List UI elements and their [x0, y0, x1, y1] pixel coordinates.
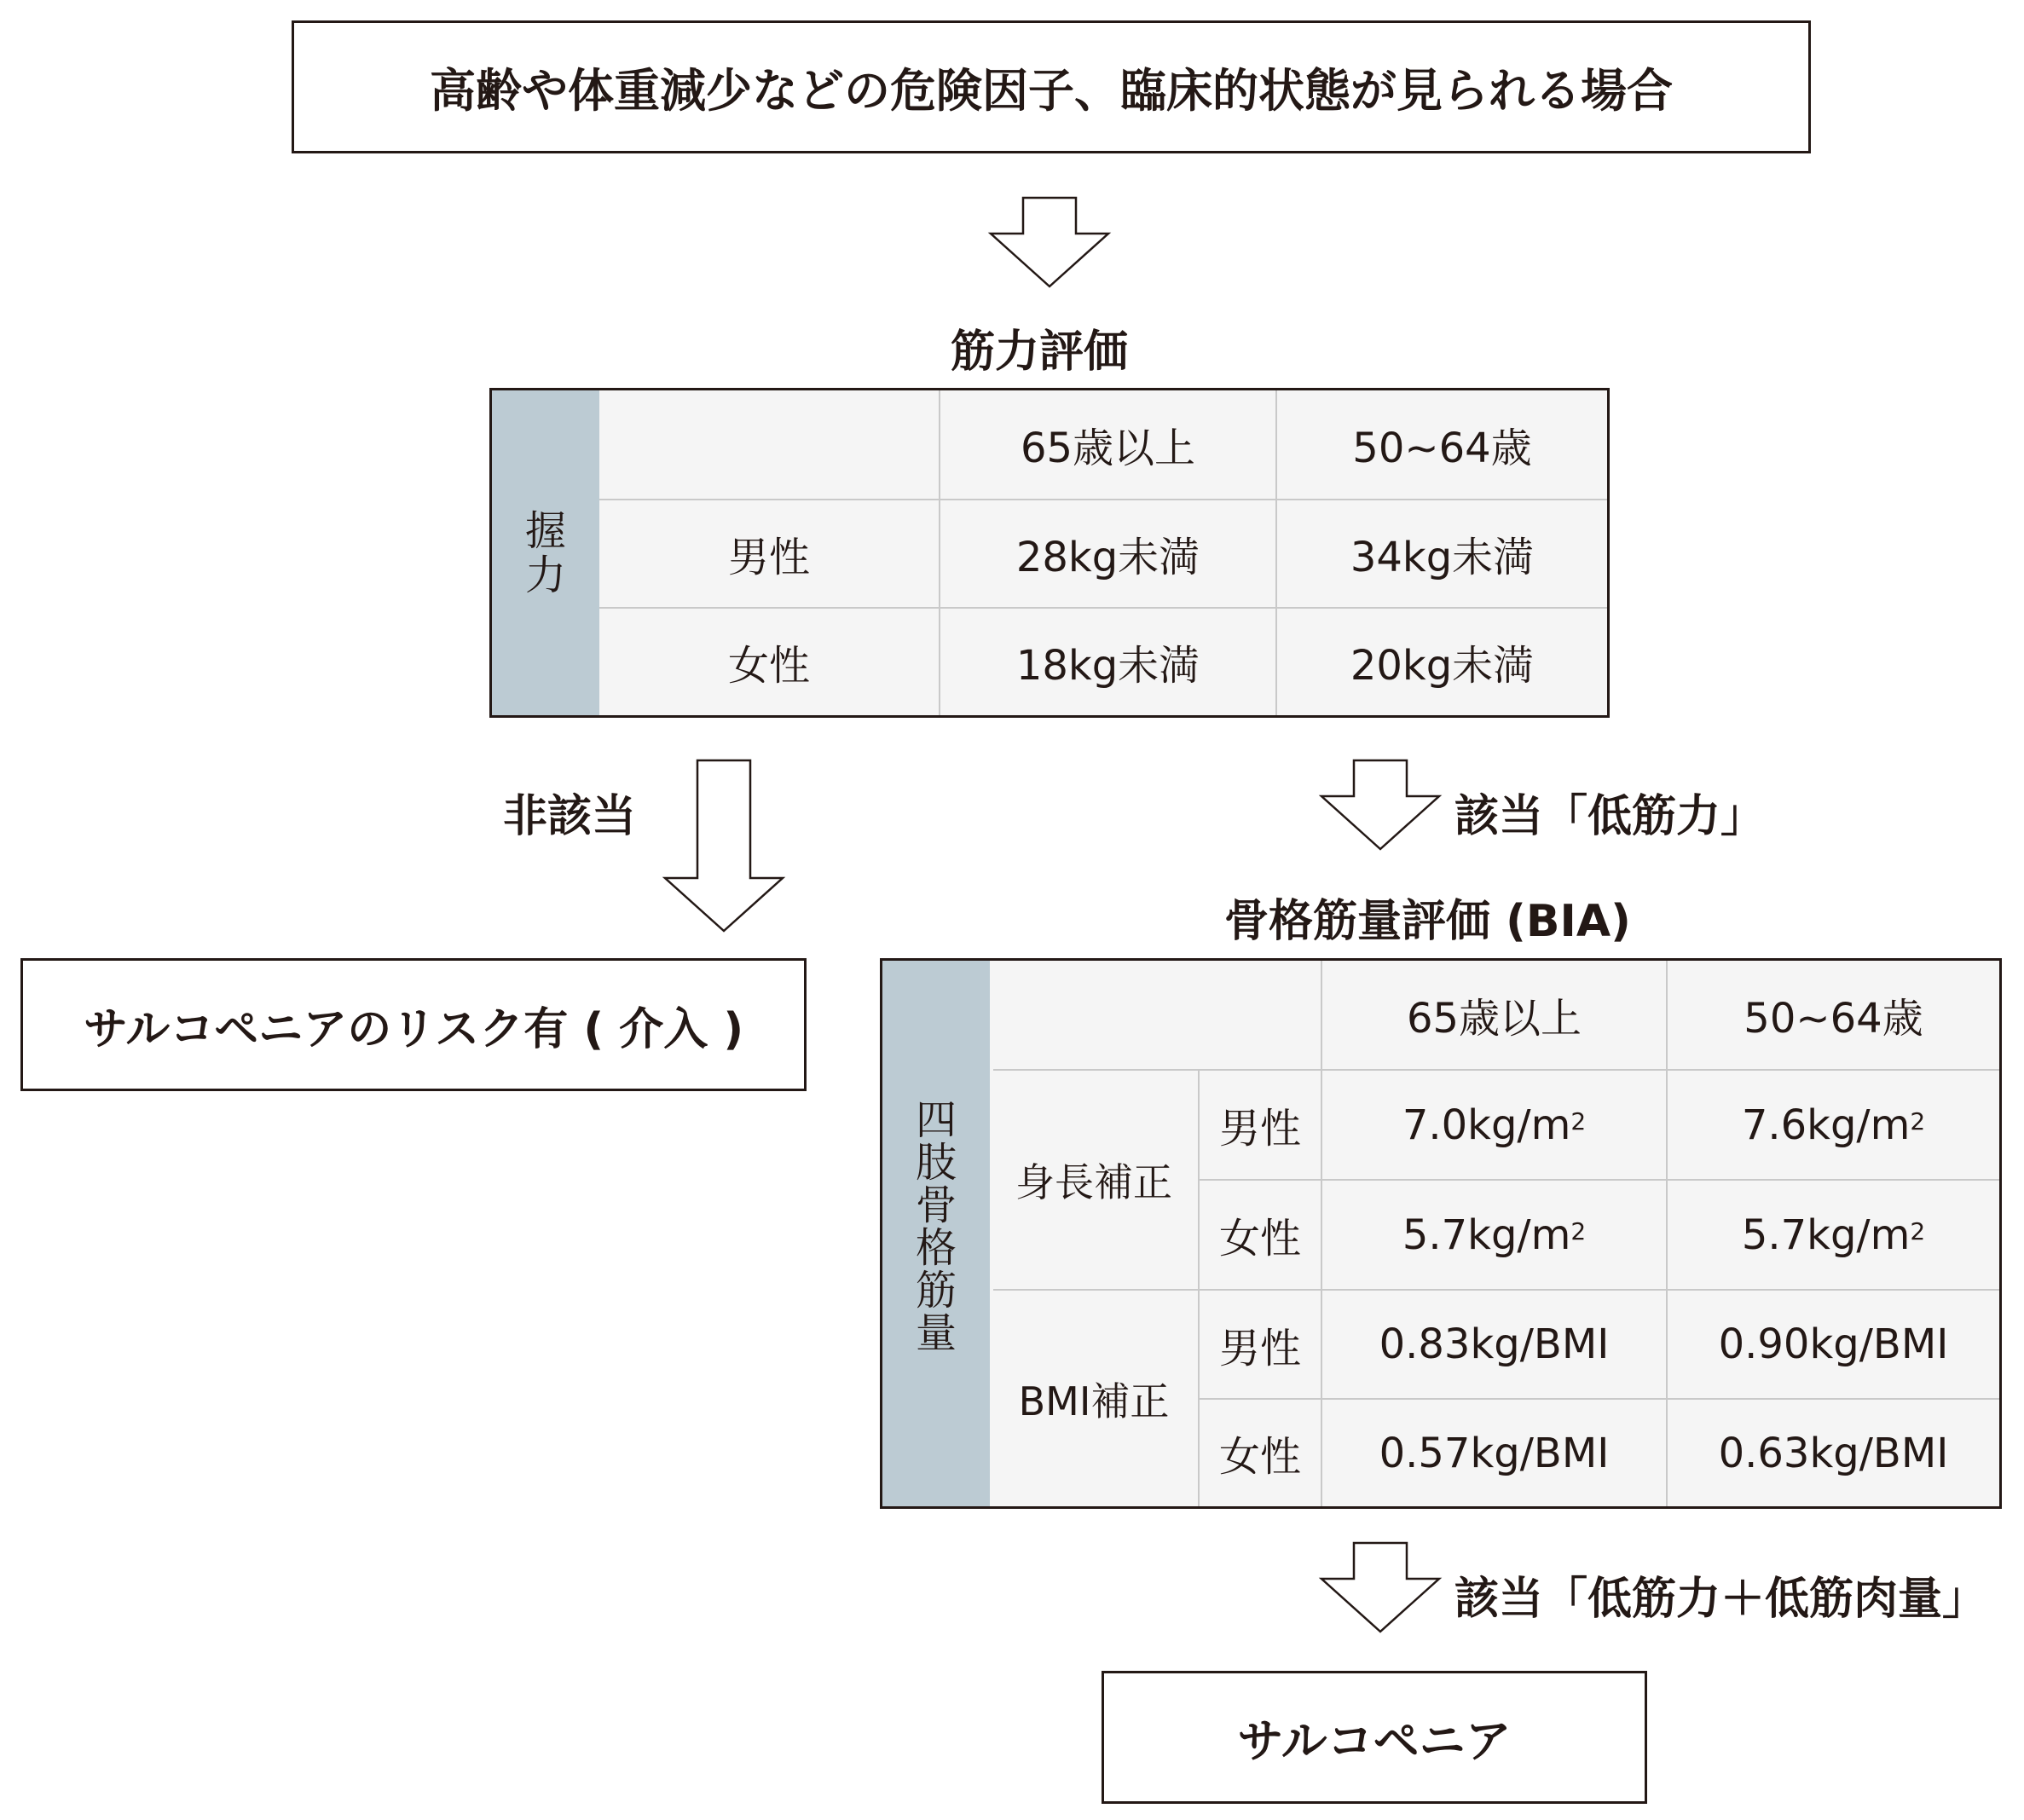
bia-value: 0.83kg/BMI: [1379, 1320, 1610, 1368]
applicable-low-strength-label: 該当「低筋力」: [1454, 791, 1766, 842]
grip-header-50-64: 50~64歳: [1352, 425, 1532, 472]
down-arrow-icon: [662, 759, 786, 934]
grip-side-label: 握 力: [492, 390, 599, 715]
grip-value: 28kg未満: [1015, 534, 1200, 581]
down-arrow-icon: [987, 196, 1112, 290]
bia-sex-label: 女性: [1218, 1433, 1301, 1481]
applicable-low-strength-mass-label: 該当「低筋力＋低筋肉量」: [1454, 1574, 1987, 1625]
bia-header-65plus: 65歳以上: [1406, 995, 1582, 1043]
sarcopenia-text: サルコペニア: [1237, 1713, 1512, 1768]
not-applicable-label: 非該当: [503, 791, 637, 842]
grip-strength-title: 筋力評価: [951, 326, 1129, 378]
grip-header-65plus: 65歳以上: [1020, 425, 1196, 472]
down-arrow-icon: [1318, 759, 1443, 852]
bia-header-50-64: 50~64歳: [1744, 995, 1923, 1043]
bia-value: 5.7kg/m $^2$: [1741, 1210, 1926, 1259]
bia-value: 0.57kg/BMI: [1379, 1429, 1610, 1477]
risk-factor-text: 高齢や体重減少などの危険因子、臨床的状態が見られる場合: [430, 63, 1673, 118]
muscle-mass-table: [880, 958, 2002, 1509]
grip-value: 20kg未満: [1350, 642, 1535, 690]
bia-value: 0.90kg/BMI: [1718, 1320, 1949, 1368]
bia-value: 7.0kg/m $^2$: [1402, 1101, 1587, 1149]
risk-factor-box: [292, 20, 1811, 153]
muscle-mass-title: 骨格筋量評価 (BIA): [1224, 896, 1631, 947]
bmi-correction-label: BMI補正: [1018, 1378, 1170, 1424]
bia-value: 0.63kg/BMI: [1718, 1429, 1949, 1477]
sarcopenia-risk-box: [20, 958, 807, 1091]
grip-row-label-female: 女性: [727, 642, 810, 690]
bia-value: 7.6kg/m $^2$: [1741, 1101, 1926, 1149]
grip-row-label-male: 男性: [727, 534, 810, 581]
bia-sex-label: 男性: [1218, 1105, 1301, 1153]
bia-sex-label: 男性: [1218, 1324, 1301, 1372]
height-correction-label: 身長補正: [1015, 1159, 1172, 1205]
bia-value: 5.7kg/m $^2$: [1402, 1210, 1587, 1259]
grip-value: 34kg未満: [1350, 534, 1535, 581]
grip-strength-table: [489, 388, 1610, 718]
grip-value: 18kg未満: [1015, 642, 1200, 690]
sarcopenia-risk-text: サルコペニアのリスク有 ( 介入 ): [83, 1003, 744, 1055]
sarcopenia-box: [1102, 1671, 1647, 1804]
bia-sex-label: 女性: [1218, 1215, 1301, 1262]
bia-side-label: 四 肢 骨 格 筋 量: [882, 961, 990, 1506]
down-arrow-icon: [1318, 1541, 1443, 1635]
